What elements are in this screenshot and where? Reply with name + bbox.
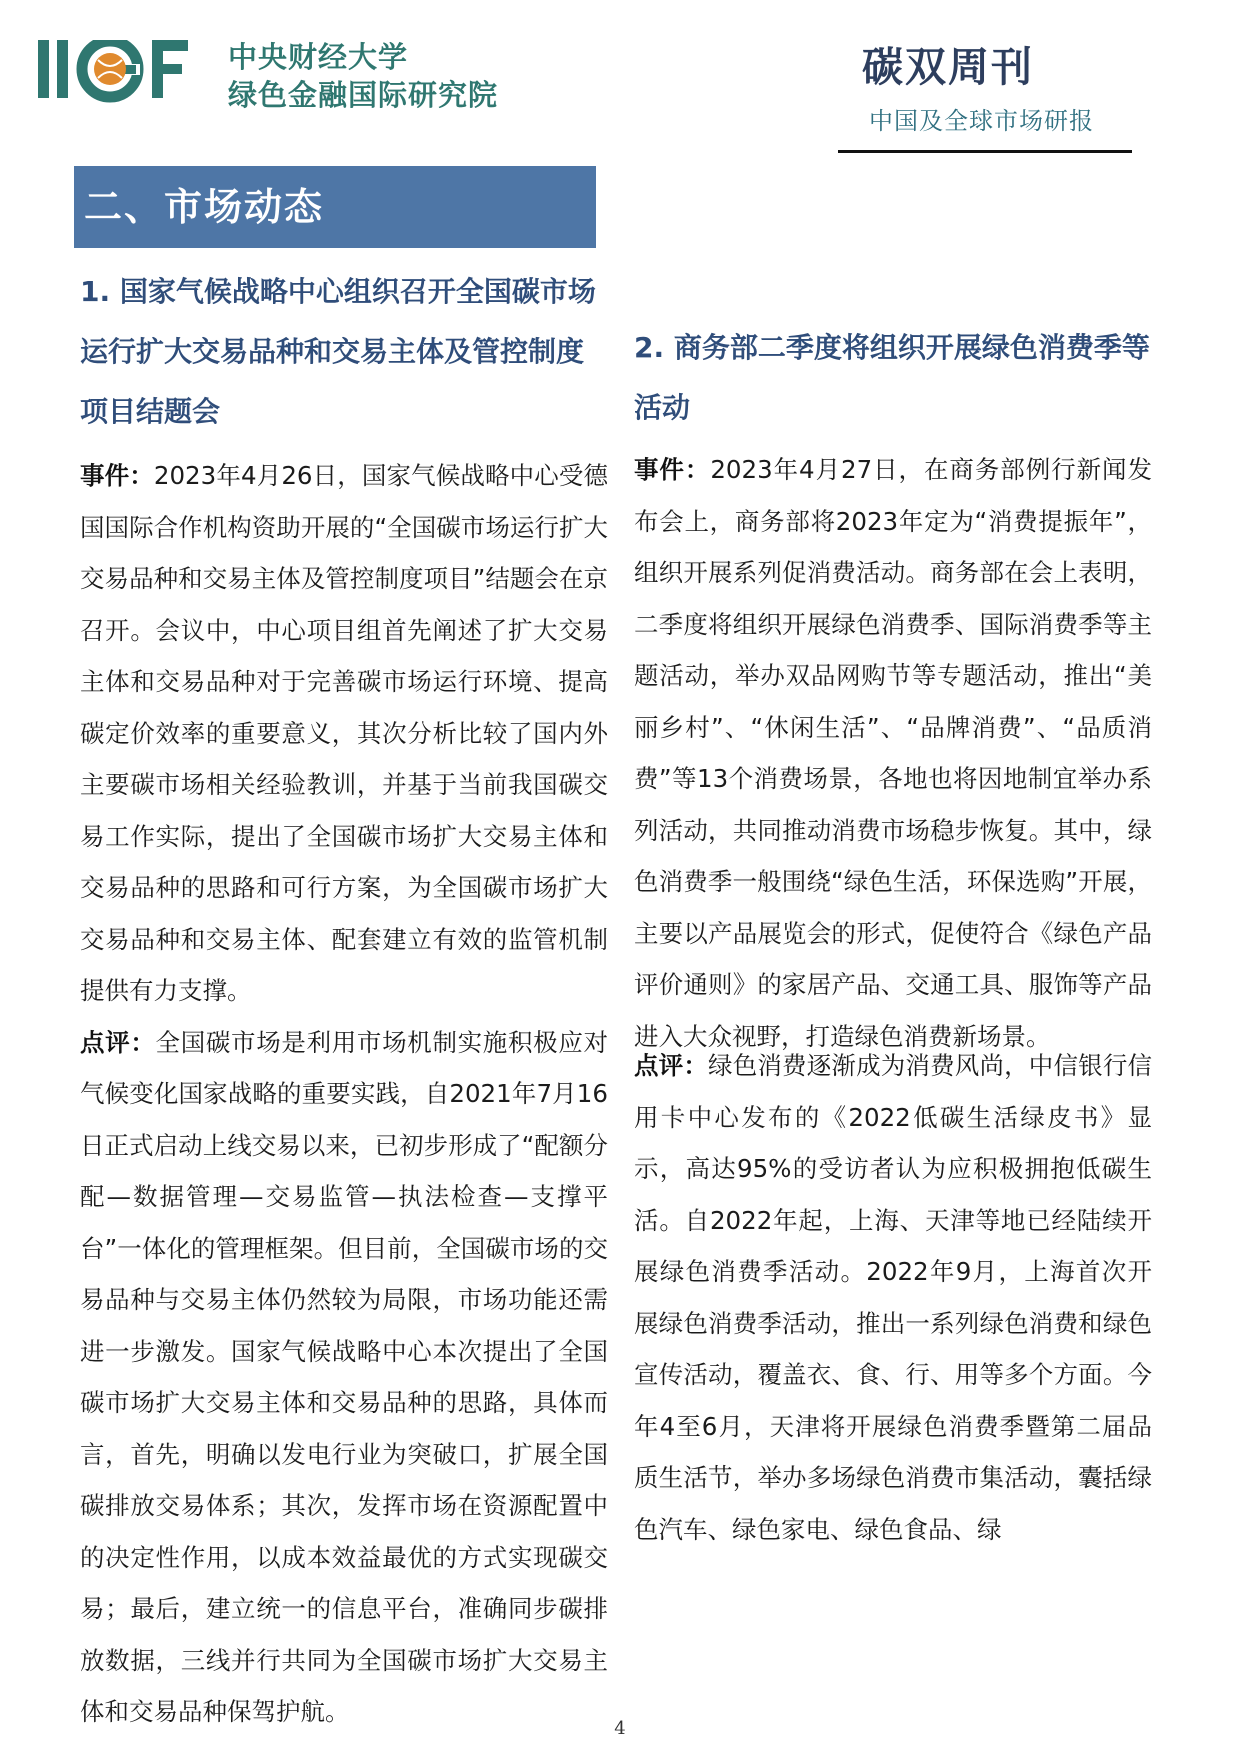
org-name xyxy=(228,38,498,114)
article2-comment xyxy=(634,1040,1152,1555)
iigf-logo xyxy=(38,40,208,110)
page-number: 4 xyxy=(614,1718,626,1739)
article2-block xyxy=(634,318,1152,1062)
article1-comment-text: 全国碳市场是利用市场机制实施积极应对气候变化国家战略的重要实践，自2021年7月16日正式启动上线交易以来，已初步形成了“配额分配—数据管理—交易监管—执法检查—支撑平台”一体化的管理框架。但目前，全国碳市场的交易品种与交易主体仍然较为局限，市场功能还需进一步激发。国家气候战略中心本次提出了全国碳市场扩大交易主体和交易品种的思路，具体而言，首先，明确以发电行业为突破口，扩展全国碳排放交易体系；其次，发挥市场在资源配置中的决定性作用，以成本效益最优的方式实现碳交易；最后，建立统一的信息平台，准确同步碳排放数据，三线并行共同为全国碳市场扩大交易主体和交易品种保驾护航。 xyxy=(80,1027,609,1726)
comment-label: 点评： xyxy=(634,1051,709,1080)
org-name-line2: 绿色金融国际研究院 xyxy=(228,78,499,112)
article2-event-text: 2023年4月27日，在商务部例行新闻发布会上，商务部将2023年定为“消费提振年”，组织开展系列促消费活动。商务部在会上表明，二季度将组织开展绿色消费季、国际消费季等主题活动，举办双品网购节等专题活动，推出“美丽乡村”、“休闲生活”、“品牌消费”、“品质消费”等13个消费场景，各地也将因地制宜举办系列活动，共同推动消费市场稳步恢复。其中，绿色消费季一般围绕“绿色生活，环保选购”开展，主要以产品展览会的形式，促使符合《绿色产品评价通则》的家居产品、交通工具、服饰等产品进入大众视野，打造绿色消费新场景。 xyxy=(634,455,1152,1051)
right-column xyxy=(634,1040,1152,1555)
article2-event xyxy=(634,444,1152,1062)
left-column xyxy=(80,262,608,1738)
journal-subtitle: 中国及全球市场研报 xyxy=(869,107,1094,135)
page-header xyxy=(0,0,1240,160)
article2-comment-text: 绿色消费逐渐成为消费风尚，中信银行信用卡中心发布的《2022低碳生活绿皮书》显示，高达95%的受访者认为应积极拥抱低碳生活。自2022年起，上海、天津等地已经陆续开展绿色消费季活动。2022年9月，上海首次开展绿色消费季活动，推出一系列绿色消费和绿色宣传活动，覆盖衣、食、行、用等多个方面。今年4至6月，天津将开展绿色消费季暨第二届品质生活节，举办多场绿色消费市集活动，囊括绿色汽车、绿色家电、绿色食品、绿 xyxy=(634,1051,1153,1544)
article1-event-text: 2023年4月26日，国家气候战略中心受德国国际合作机构资助开展的“全国碳市场运行扩大交易品种和交易主体及管控制度项目”结题会在京召开。会议中，中心项目组首先阐述了扩大交易主体和交易品种对于完善碳市场运行环境、提高碳定价效率的重要意义，其次分析比较了国内外主要碳市场相关经验教训，并基于当前我国碳交易工作实际，提出了全国碳市场扩大交易主体和交易品种的思路和可行方案，为全国碳市场扩大交易品种和交易主体、配套建立有效的监管机制提供有力支撑。 xyxy=(80,461,608,1005)
article1-event xyxy=(80,450,608,1017)
org-name-line1: 中央财经大学 xyxy=(228,40,409,74)
article1-title: 1. 国家气候战略中心组织召开全国碳市场运行扩大交易品种和交易主体及管控制度项目结题会 xyxy=(80,275,596,428)
event-label: 事件： xyxy=(634,455,711,484)
journal-title: 碳双周刊 xyxy=(862,43,1034,91)
section-title: 二、市场动态 xyxy=(74,166,596,248)
article2-title: 2. 商务部二季度将组织开展绿色消费季等活动 xyxy=(634,331,1150,424)
comment-label: 点评： xyxy=(80,1027,156,1057)
article1-comment xyxy=(80,1017,608,1738)
event-label: 事件： xyxy=(80,461,154,490)
header-divider xyxy=(838,150,1132,153)
